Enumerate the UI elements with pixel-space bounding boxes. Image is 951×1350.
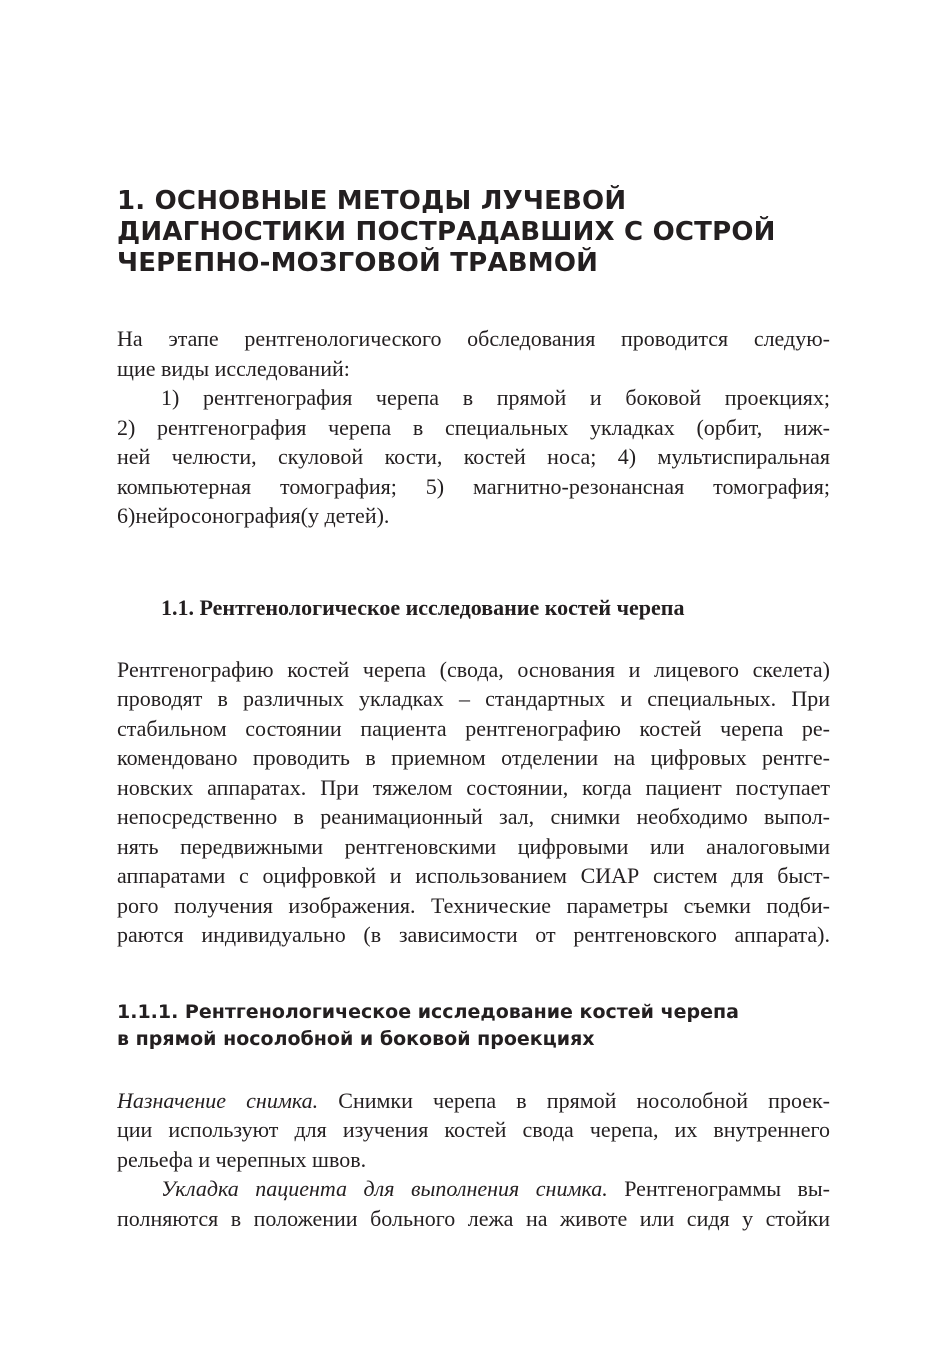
text-line: компьютерная томография; 5) магнитно-резонансная томография; xyxy=(117,473,830,499)
text-line: На этапе рентгенологического обследования проводится следую- xyxy=(117,326,830,351)
text-line: нять передвижными рентгеновскими цифровыми или аналоговыми xyxy=(117,833,830,859)
text-line: непосредственно в реанимационный зал, снимки необходимо выпол- xyxy=(117,804,830,829)
intro-paragraph xyxy=(117,324,830,531)
text-line: проводят в различных укладках – стандартных и специальных. При xyxy=(117,686,830,711)
section-1-1-paragraph xyxy=(117,655,830,950)
section-1-1-1-paragraph xyxy=(117,1086,830,1234)
section-heading-line: 1.1.1. Рентгенологическое исследование костей черепа xyxy=(117,1000,739,1023)
text-line: комендовано проводить в приемном отделении на цифровых рентге- xyxy=(117,745,830,770)
chapter-title-line: 1. ОСНОВНЫЕ МЕТОДЫ ЛУЧЕВОЙ xyxy=(117,186,627,216)
text-line: ней челюсти, скуловой кости, костей носа; 4) мультиспиральная xyxy=(117,444,830,469)
text-run: Снимки черепа в прямой носолобной проек- xyxy=(318,1087,830,1113)
section-heading-line: в прямой носолобной и боковой проекциях xyxy=(117,1027,595,1050)
section-heading-1-1: 1.1. Рентгенологическое исследование костей черепа xyxy=(161,594,685,620)
text-line xyxy=(117,1174,830,1204)
chapter-title-line: ЧЕРЕПНО-МОЗГОВОЙ ТРАВМОЙ xyxy=(117,248,599,278)
text-line: Рентгенографию костей черепа (свода, основания и лицевого скелета) xyxy=(117,656,830,682)
text-line: рельефа и черепных швов. xyxy=(117,1146,367,1172)
text-line: 1) рентгенография черепа в прямой и боковой проекциях; xyxy=(161,385,830,410)
text-line: полняются в положении больного лежа на животе или сидя у стойки xyxy=(117,1205,830,1231)
text-line: 2) рентгенография черепа в специальных укладках (орбит, ниж- xyxy=(117,414,830,440)
italic-label: Назначение снимка. xyxy=(117,1087,319,1113)
text-line xyxy=(117,1086,830,1116)
section-heading-1-1-1 xyxy=(117,999,830,1053)
chapter-title-line: ДИАГНОСТИКИ ПОСТРАДАВШИХ С ОСТРОЙ xyxy=(117,217,776,247)
text-line: ции используют для изучения костей свода черепа, их внутреннего xyxy=(117,1117,830,1142)
text-line: щие виды исследований: xyxy=(117,355,350,381)
text-line: 6)нейросонография(у детей). xyxy=(117,503,390,528)
text-line: стабильном состоянии пациента рентгенографию костей черепа ре- xyxy=(117,715,830,741)
text-line: новских аппаратах. При тяжелом состоянии, когда пациент поступает xyxy=(117,774,830,800)
text-line: аппаратами с оцифровкой и использованием СИАР систем для быст- xyxy=(117,863,830,888)
document-page xyxy=(117,186,830,1233)
chapter-title xyxy=(117,186,830,279)
italic-label: Укладка пациента для выполнения снимка. xyxy=(161,1176,608,1201)
text-run: Рентгенограммы вы- xyxy=(607,1176,830,1201)
text-line: раются индивидуально (в зависимости от рентгеновского аппарата). xyxy=(117,922,830,947)
text-line: рого получения изображения. Технические параметры съемки подби- xyxy=(117,892,830,918)
